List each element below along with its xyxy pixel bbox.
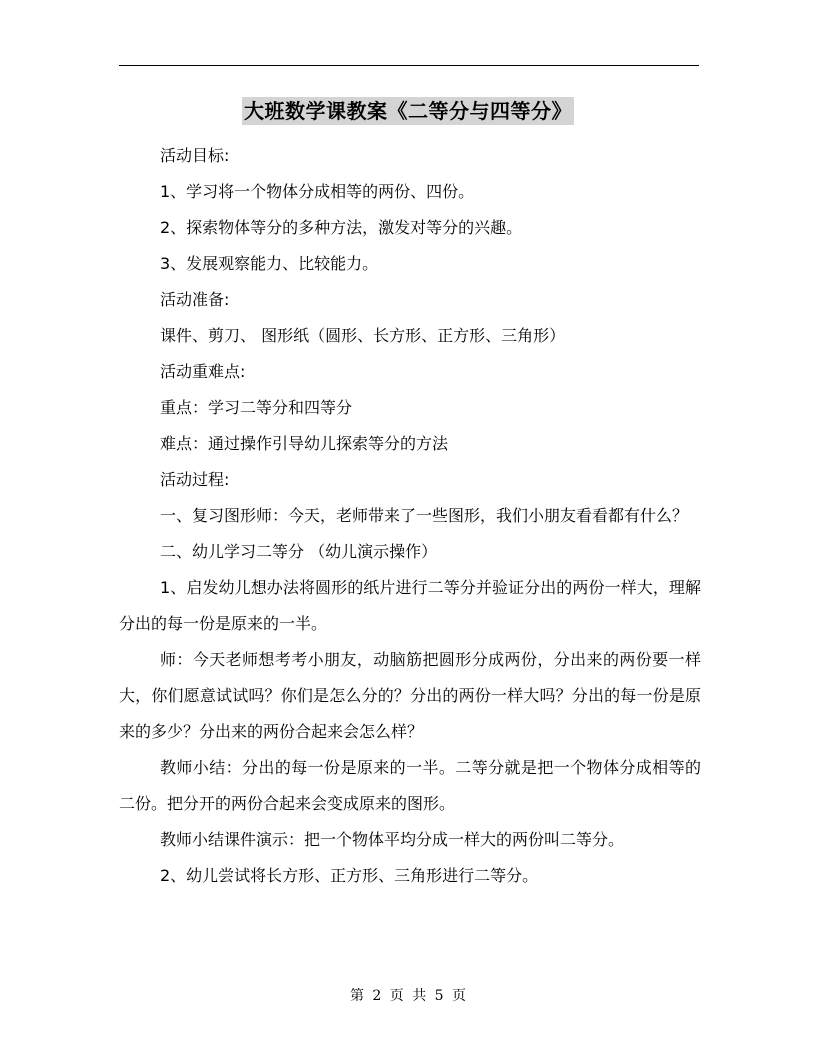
footer-label-gong: 共	[412, 988, 427, 1004]
paragraph-keypoints-heading: 活动重难点:	[160, 362, 246, 381]
paragraph-process-step-1: 一、复习图形师：今天，老师带来了一些图形，我们小朋友看看都有什么？	[160, 506, 689, 525]
paragraph-preparation-heading: 活动准备:	[160, 290, 230, 309]
paragraph-activity-2: 2、幼儿尝试将长方形、正方形、三角形进行二等分。	[160, 866, 539, 885]
paragraph-objectives-heading: 活动目标:	[160, 146, 230, 165]
paragraph-process-heading: 活动过程:	[160, 470, 230, 489]
paragraph-process-step-2: 二、幼儿学习二等分 （幼儿演示操作）	[160, 542, 438, 561]
paragraph-keypoint: 重点：学习二等分和四等分	[160, 398, 353, 417]
paragraph-courseware-summary: 教师小结课件演示：把一个物体平均分成一样大的两份叫二等分。	[160, 830, 625, 849]
page-footer	[0, 986, 816, 1006]
footer-total-pages: 5	[434, 988, 444, 1004]
paragraph-objective-3: 3、发展观察能力、比较能力。	[160, 254, 379, 273]
paragraph-objective-1: 1、学习将一个物体分成相等的两份、四份。	[160, 182, 475, 201]
header-rule	[119, 65, 699, 66]
footer-label-ye: 页	[389, 988, 404, 1004]
footer-current-page: 2	[372, 988, 382, 1004]
paragraph-teacher-questions: 师：今天老师想考考小朋友，动脑筋把圆形分成两份，分出来的两份要一样大，你们愿意试试吗？你们是怎么分的？分出的两份一样大吗？分出的每一份是原来的多少？分出来的两份合起来会怎么样？	[119, 650, 701, 741]
paragraph-teacher-summary: 教师小结：分出的每一份是原来的一半。二等分就是把一个物体分成相等的二份。把分开的两份合起来会变成原来的图形。	[119, 758, 701, 813]
paragraph-preparation-items: 课件、剪刀、 图形纸（圆形、长方形、正方形、三角形）	[160, 326, 566, 345]
footer-label-ye-2: 页	[452, 988, 467, 1004]
document-title: 大班数学课教案《二等分与四等分》	[244, 99, 572, 123]
document-body	[119, 138, 701, 894]
title-container	[0, 97, 816, 125]
paragraph-activity-1: 1、启发幼儿想办法将圆形的纸片进行二等分并验证分出的两份一样大，理解分出的每一份是原来的一半。	[119, 578, 701, 633]
paragraph-objective-2: 2、探索物体等分的多种方法，激发对等分的兴趣。	[160, 218, 523, 237]
footer-label-di: 第	[349, 988, 364, 1004]
paragraph-difficulty: 难点：通过操作引导幼儿探索等分的方法	[160, 434, 449, 453]
